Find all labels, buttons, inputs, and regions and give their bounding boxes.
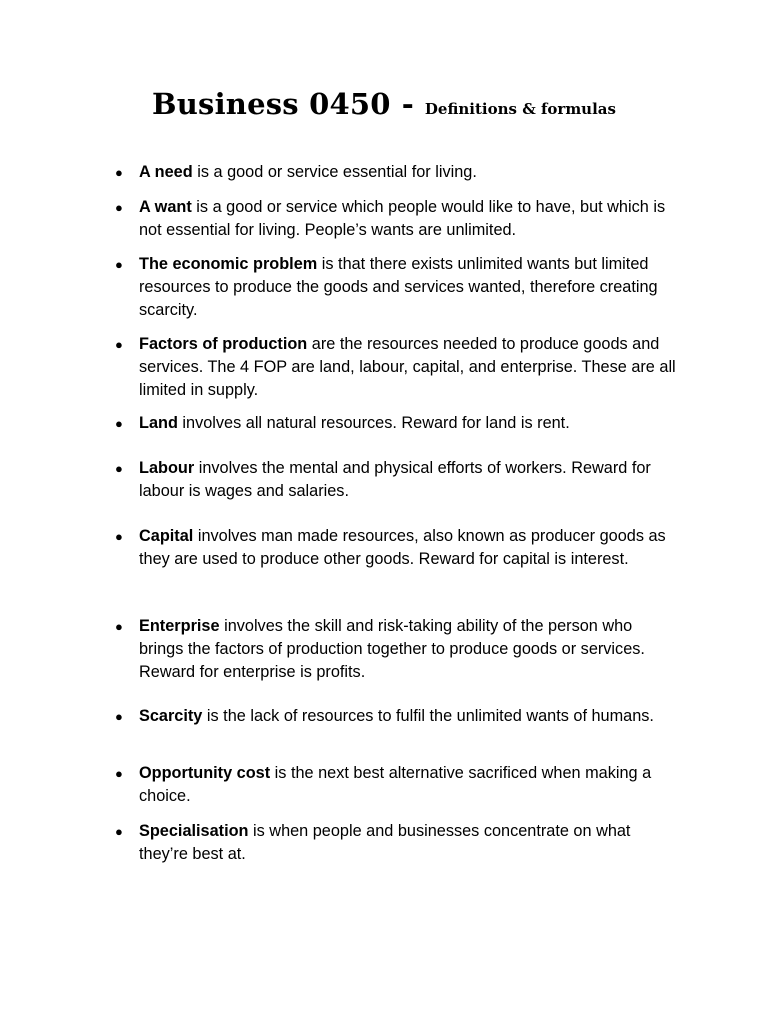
bullet-icon: ● (115, 257, 123, 272)
definition-text: involves the mental and physical efforts of workers. Reward for labour is wages and salaries. (139, 459, 651, 500)
bullet-icon: ● (115, 619, 123, 634)
definition-item (115, 705, 679, 728)
bullet-icon: ● (115, 416, 123, 431)
definition-term: Scarcity (139, 707, 203, 725)
definition-text: is that there exists unlimited wants but limited resources to produce the goods and services wanted, therefore creating scarcity. (139, 255, 658, 319)
definition-term: Opportunity cost (139, 764, 271, 782)
definition-item (115, 333, 679, 402)
bullet-icon: ● (115, 529, 123, 544)
definition-text: involves all natural resources. Reward for land is rent. (177, 414, 570, 432)
definition-text: is the next best alternative sacrificed when making a choice. (139, 764, 652, 805)
definition-item (115, 457, 679, 503)
definition-item (115, 762, 679, 808)
definition-item (115, 820, 679, 866)
definition-item (115, 161, 679, 184)
bullet-icon: ● (115, 165, 123, 180)
definition-term: A want (139, 198, 192, 216)
definition-text: are the resources needed to produce goods and services. The 4 FOP are land, labour, capital, and enterprise. These are all limited in supply. (139, 335, 676, 399)
title-main: Business 0450 (152, 87, 391, 121)
definition-text: is a good or service which people would like to have, but which is not essential for living. People’s wants are unlimited. (139, 198, 666, 239)
definition-term: Factors of production (139, 335, 308, 353)
definition-term: Enterprise (139, 617, 220, 635)
definition-item (115, 412, 679, 435)
title-dash: - (401, 87, 414, 121)
definition-item (115, 525, 679, 571)
definition-text: is the lack of resources to fulfil the unlimited wants of humans. (202, 707, 654, 725)
page-title (0, 84, 768, 122)
definition-item (115, 253, 679, 322)
definition-item (115, 196, 679, 242)
definition-text: is a good or service essential for living. (192, 163, 477, 181)
definition-item (115, 615, 679, 684)
definition-term: A need (139, 163, 193, 181)
definition-term: The economic problem (139, 255, 318, 273)
definition-term: Capital (139, 527, 194, 545)
definition-term: Specialisation (139, 822, 249, 840)
bullet-icon: ● (115, 824, 123, 839)
bullet-icon: ● (115, 766, 123, 781)
definition-text: involves the skill and risk-taking ability of the person who brings the factors of production together to produce goods or services. Reward for enterprise is profits. (139, 617, 645, 681)
bullet-icon: ● (115, 709, 123, 724)
definition-term: Land (139, 414, 178, 432)
bullet-icon: ● (115, 337, 123, 352)
bullet-icon: ● (115, 461, 123, 476)
title-subtitle: Definitions & formulas (424, 100, 616, 118)
definition-text: is when people and businesses concentrate on what they’re best at. (139, 822, 631, 863)
definition-term: Labour (139, 459, 195, 477)
bullet-icon: ● (115, 200, 123, 215)
definition-text: involves man made resources, also known as producer goods as they are used to produce other goods. Reward for capital is interest. (139, 527, 666, 568)
